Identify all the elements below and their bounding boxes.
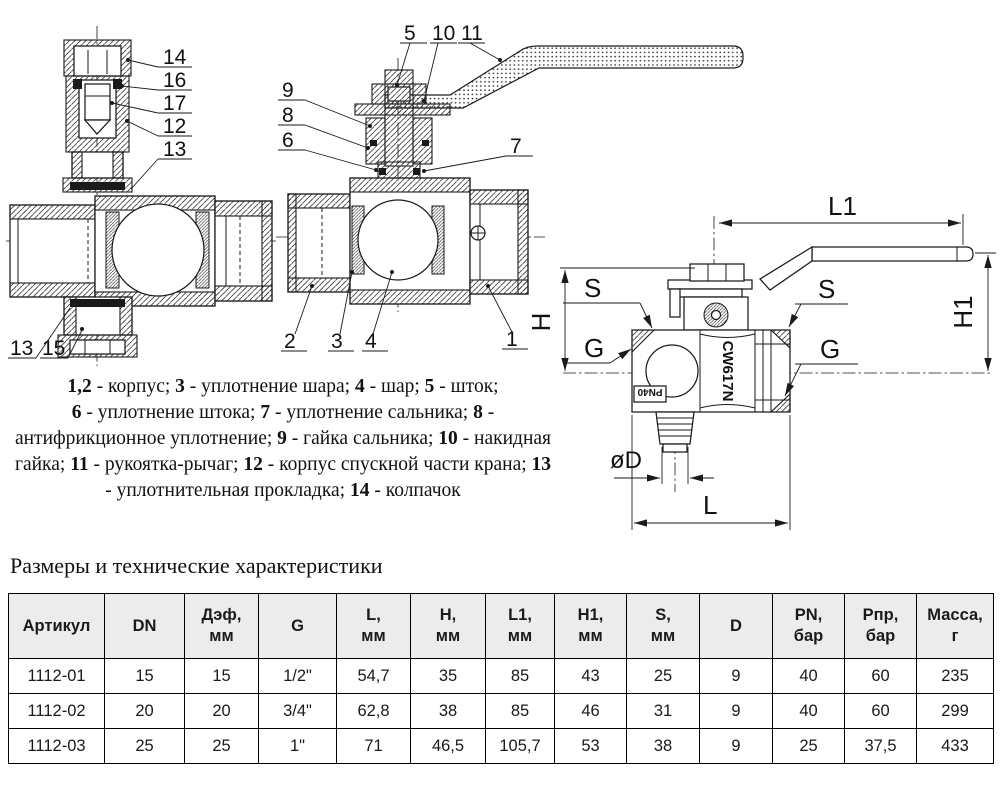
table-cell: 53	[555, 729, 627, 764]
drain-outlet	[58, 297, 137, 357]
pn-marking: PN40	[637, 386, 663, 397]
body-marking: CW617N	[719, 340, 736, 402]
column-header: PN, бар	[773, 594, 845, 659]
spec-table	[8, 593, 994, 764]
table-cell: 40	[773, 694, 845, 729]
table-cell: 46,5	[411, 729, 486, 764]
table-cell: 20	[185, 694, 259, 729]
valve-body-section	[288, 178, 528, 304]
table-row	[9, 659, 994, 694]
table-cell: 60	[845, 659, 917, 694]
table-cell: 105,7	[486, 729, 555, 764]
table-cell: 71	[337, 729, 411, 764]
dim-label-g-left: G	[584, 333, 605, 363]
column-header: L1, мм	[486, 594, 555, 659]
table-cell: 35	[411, 659, 486, 694]
callout-label: 8	[282, 104, 294, 127]
column-header: Дэф, мм	[185, 594, 259, 659]
dim-label-l1: L1	[828, 191, 857, 221]
table-cell: 40	[773, 659, 845, 694]
column-header: Рпр, бар	[845, 594, 917, 659]
dim-label-h1: H1	[948, 295, 978, 329]
column-header: Масса, г	[917, 594, 994, 659]
table-cell: 46	[555, 694, 627, 729]
section-title: Размеры и технические характеристики	[10, 553, 383, 578]
table-cell: 1112-01	[9, 659, 105, 694]
dim-label-h: H	[526, 312, 556, 332]
table-cell: 1/2"	[259, 659, 337, 694]
callout-label: 12	[163, 115, 187, 138]
callout-label: 1	[506, 328, 518, 351]
callout-label: 13	[163, 138, 187, 161]
table-cell: 60	[845, 694, 917, 729]
table-cell: 235	[917, 659, 994, 694]
callout-label: 5	[404, 22, 416, 45]
table-cell: 1112-02	[9, 694, 105, 729]
table-cell: 54,7	[337, 659, 411, 694]
callout-label: 14	[163, 46, 187, 69]
callout-label: 4	[365, 330, 377, 353]
dim-label-diameter: øD	[610, 447, 642, 474]
table-cell: 1"	[259, 729, 337, 764]
table-cell: 20	[105, 694, 185, 729]
callout-label: 7	[510, 135, 522, 158]
dim-label-s-right: S	[818, 274, 836, 304]
column-header: S, мм	[627, 594, 700, 659]
handle-lever	[385, 46, 743, 108]
legend-line: - уплотнительная прокладка; 14 - колпачок	[105, 480, 461, 501]
table-cell: 15	[185, 659, 259, 694]
callout-label: 2	[284, 330, 296, 353]
table-cell: 37,5	[845, 729, 917, 764]
dim-label-l: L	[703, 490, 718, 520]
table-cell: 25	[627, 659, 700, 694]
table-cell: 1112-03	[9, 729, 105, 764]
callout-label: 17	[163, 92, 187, 115]
legend-line: антифрикционное уплотнение; 9 - гайка сальника; 10 - накидная	[14, 428, 552, 449]
callout-label: 3	[331, 330, 343, 353]
column-header: DN	[105, 594, 185, 659]
callout-label: 6	[282, 129, 294, 152]
table-row	[9, 694, 994, 729]
table-cell: 299	[917, 694, 994, 729]
table-cell: 3/4"	[259, 694, 337, 729]
table-cell: 85	[486, 659, 555, 694]
table-cell: 62,8	[337, 694, 411, 729]
spec-table-header-row	[9, 594, 994, 659]
dim-label-s-left: S	[584, 273, 602, 303]
table-cell: 43	[555, 659, 627, 694]
callout-label: 10	[432, 22, 456, 45]
column-header: Артикул	[9, 594, 105, 659]
callout-label: 13	[10, 337, 34, 360]
column-header: G	[259, 594, 337, 659]
legend-line: 6 - уплотнение штока; 7 - уплотнение сальника; 8 -	[71, 402, 495, 423]
dim-label-g-right: G	[820, 334, 841, 364]
callout-label: 9	[282, 79, 294, 102]
table-cell: 31	[627, 694, 700, 729]
column-header: L, мм	[337, 594, 411, 659]
column-header: H1, мм	[555, 594, 627, 659]
table-cell: 25	[773, 729, 845, 764]
legend-line: 1,2 - корпус; 3 - уплотнение шара; 4 - шар; 5 - шток;	[67, 376, 499, 397]
drain-cap-assembly	[63, 40, 132, 192]
table-cell: 9	[700, 729, 773, 764]
table-cell: 38	[411, 694, 486, 729]
table-cell: 9	[700, 659, 773, 694]
column-header: H, мм	[411, 594, 486, 659]
table-cell: 25	[185, 729, 259, 764]
drawing-left-section	[0, 18, 280, 370]
callout-label: 16	[163, 69, 187, 92]
table-cell: 433	[917, 729, 994, 764]
table-cell: 15	[105, 659, 185, 694]
table-row	[9, 729, 994, 764]
legend-line: гайка; 11 - рукоятка-рычаг; 12 - корпус спускной части крана; 13	[14, 454, 552, 475]
table-cell: 9	[700, 694, 773, 729]
table-cell: 25	[105, 729, 185, 764]
parts-legend	[0, 374, 566, 504]
column-header: D	[700, 594, 773, 659]
table-cell: 38	[627, 729, 700, 764]
callout-label: 11	[461, 22, 483, 45]
spec-table-body	[9, 659, 994, 764]
drawing-right-dimensions	[526, 190, 1000, 535]
callout-label: 15	[42, 337, 66, 360]
valve-body-section	[10, 196, 272, 306]
table-cell: 85	[486, 694, 555, 729]
